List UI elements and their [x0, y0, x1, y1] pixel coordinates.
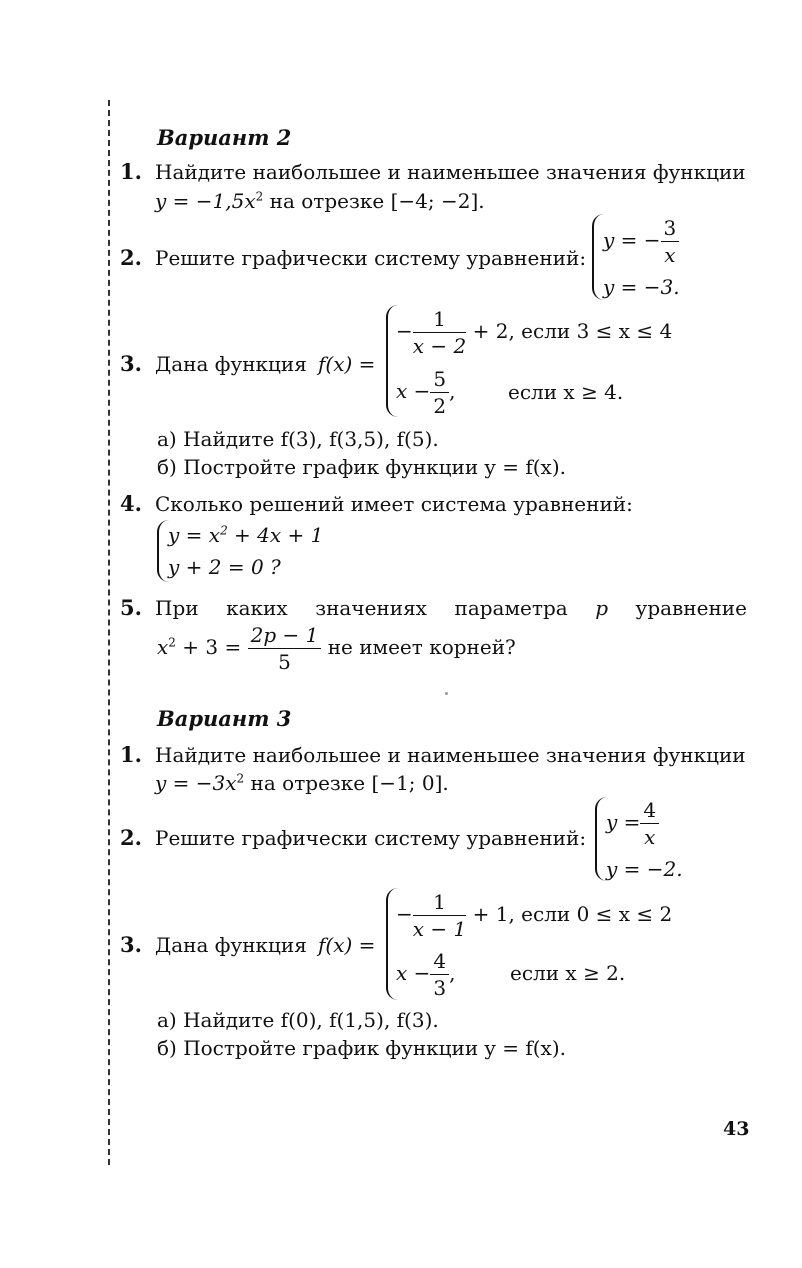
v3-case-2: x − $\frac{4}{3}$ , — [396, 949, 456, 1000]
v3-fx-label: f(x) = — [318, 933, 376, 957]
v2-problem-1-line1: Найдите наибольшее и наименьшее значения функции — [155, 160, 746, 184]
v2-problem-5-equation: $x^2 + 3$ = $\frac{2p - 1}{5}$ не имеет корней? — [157, 623, 516, 674]
v3-case-2-condition: если x ≥ 2. — [510, 961, 626, 985]
v3-system-eq1: y = $\frac{4}{x}$ — [606, 797, 659, 850]
v3-problem-1-number: 1. — [120, 742, 142, 767]
v2-case-1: − $\frac{1}{x - 2}$ + 2, если 3 ≤ x ≤ 4 — [396, 307, 673, 358]
v2-problem-3a: а) Найдите f(3), f(3,5), f(5). — [157, 427, 439, 451]
v2-fx-label: f(x) = — [318, 352, 376, 376]
v3-problem-3-number: 3. — [120, 932, 142, 957]
v3-problem-3-text: Дана функция — [155, 933, 307, 957]
variant-3-title: Вариант 3 — [157, 706, 292, 731]
v2-problem-2-number: 2. — [120, 245, 142, 270]
v3-problem-2-number: 2. — [120, 825, 142, 850]
v3-problem-1-line2: $y = -3x^2$ на отрезке [−1; 0]. — [155, 771, 449, 795]
v3-system-eq2: y = −2. — [606, 857, 683, 881]
v3-problem-1-line1: Найдите наибольшее и наименьшее значения функции — [155, 743, 746, 767]
v2-problem-1-number: 1. — [120, 159, 142, 184]
v2-problem-5-line1: При каких значениях параметра p уравнение — [155, 596, 747, 620]
v3-problem-3b: б) Постройте график функции y = f(x). — [157, 1036, 566, 1060]
page-number: 43 — [723, 1118, 750, 1140]
v2-problem-2-text: Решите графически систему уравнений: — [155, 246, 587, 270]
v2-problem-3-text: Дана функция — [155, 352, 307, 376]
v2-p4-eq2: y + 2 = 0 ? — [168, 555, 281, 579]
v3-problem-3a: а) Найдите f(0), f(1,5), f(3). — [157, 1008, 439, 1032]
v2-p4-eq1: $y = x^2 + 4x + 1$ — [168, 523, 324, 547]
v3-case-1: − $\frac{1}{x - 1}$ + 1, если 0 ≤ x ≤ 2 — [396, 890, 673, 941]
v2-problem-4-text: Сколько решений имеет система уравнений: — [155, 492, 633, 516]
v2-system-eq1: y = − $\frac{3}{x}$ — [603, 215, 679, 268]
v2-problem-5-number: 5. — [120, 595, 142, 620]
v2-problem-1-line2: $y = -1,5x^2$ на отрезке [−4; −2]. — [155, 189, 485, 213]
speck — [445, 692, 448, 695]
v2-case-2-condition: если x ≥ 4. — [508, 380, 624, 404]
v2-problem-3b: б) Постройте график функции y = f(x). — [157, 455, 566, 479]
v2-problem-3-number: 3. — [120, 351, 142, 376]
cut-line — [108, 100, 110, 1165]
v3-problem-2-text: Решите графически систему уравнений: — [155, 826, 587, 850]
v2-case-2: x − $\frac{5}{2}$ , — [396, 367, 456, 418]
variant-2-title: Вариант 2 — [157, 125, 292, 150]
v2-system-eq2: y = −3. — [603, 275, 680, 299]
v2-problem-4-number: 4. — [120, 491, 142, 516]
